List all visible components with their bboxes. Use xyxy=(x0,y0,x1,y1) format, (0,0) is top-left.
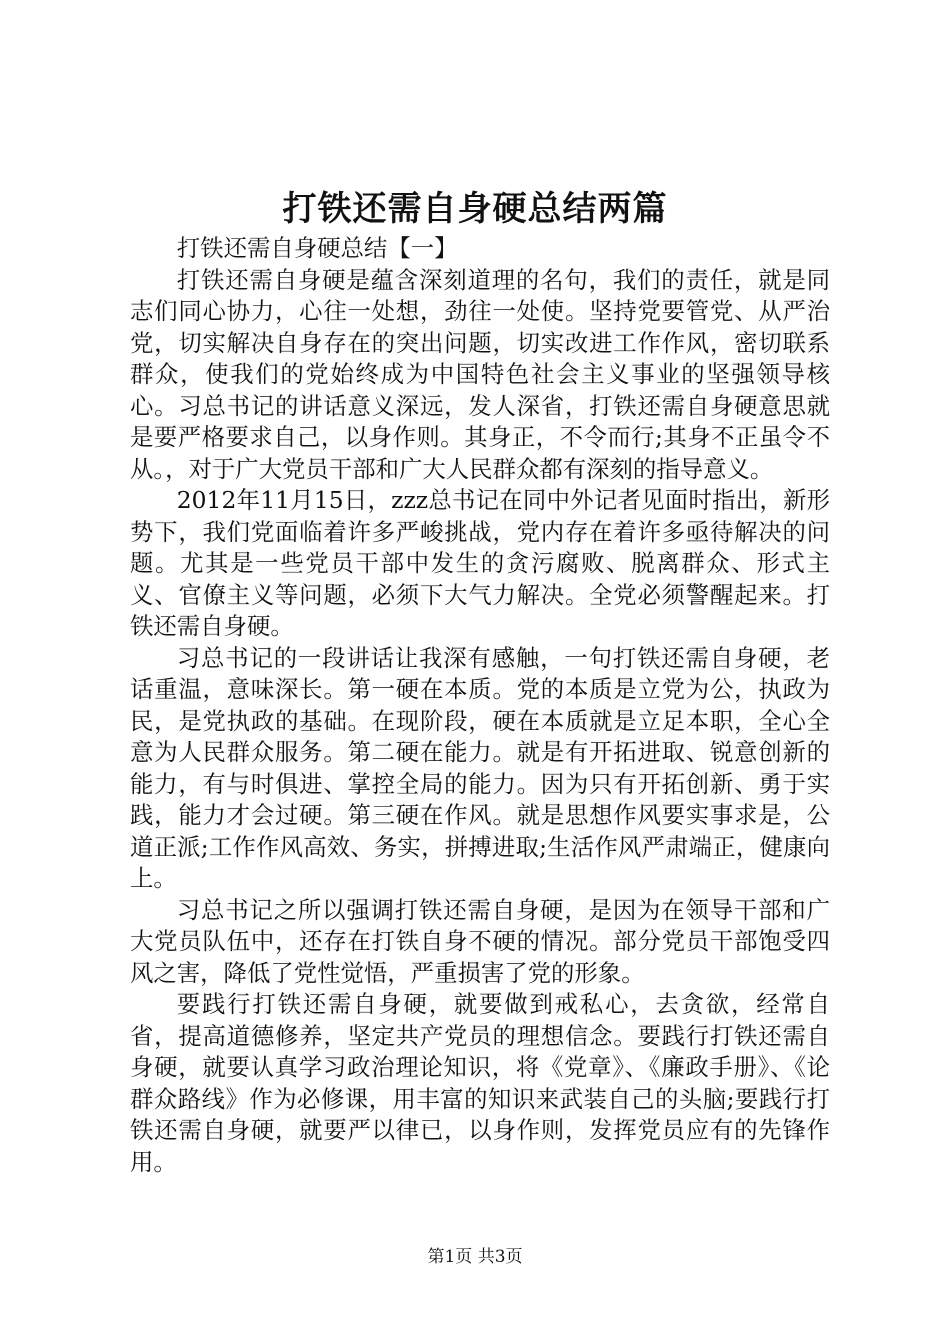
page-number-footer: 第1页 共3页 xyxy=(427,1247,523,1267)
body-paragraph: 要践行打铁还需自身硬，就要做到戒私心，去贪欲，经常自省，提高道德修养，坚定共产党员的理想信念。要践行打铁还需自身硬，就要认真学习政治理论知识，将《党章》、《廉政手册》、《论群众路线》作为必修课，用丰富的知识来武装自己的头脑;要践行打铁还需自身硬，就要严以律已，以身作则，发挥党员应有的先锋作用。 xyxy=(130,990,830,1176)
body-paragraph: 打铁还需自身硬是蕴含深刻道理的名句，我们的责任，就是同志们同心协力，心往一处想，劲往一处使。坚持党要管党、从严治党，切实解决自身存在的突出问题，切实改进工作作风，密切联系群众，使我们的党始终成为中国特色社会主义事业的坚强领导核心。习总书记的讲话意义深远，发人深省，打铁还需自身硬意思就是要严格要求自己，以身作则。其身正，不令而行;其身不正虽令不从。，对于广大党员干部和广大人民群众都有深刻的指导意义。 xyxy=(130,265,830,483)
document-body xyxy=(130,233,830,1178)
body-paragraph: 习总书记之所以强调打铁还需自身硬，是因为在领导干部和广大党员队伍中，还存在打铁自身不硬的情况。部分党员干部饱受四风之害，降低了党性觉悟，严重损害了党的形象。 xyxy=(130,895,830,987)
body-paragraph: 2012年11月15日，zzz总书记在同中外记者见面时指出，新形势下，我们党面临着许多严峻挑战，党内存在着许多亟待解决的问题。尤其是一些党员干部中发生的贪污腐败、脱离群众、形式主义、官僚主义等问题，必须下大气力解决。全党必须警醒起来。打铁还需自身硬。 xyxy=(130,486,830,640)
body-paragraph: 习总书记的一段讲话让我深有感触，一句打铁还需自身硬，老话重温，意味深长。第一硬在本质。党的本质是立党为公，执政为民，是党执政的基础。在现阶段，硬在本质就是立足本职，全心全意为人民群众服务。第二硬在能力。就是有开拓进取、锐意创新的能力，有与时俱进、掌控全局的能力。因为只有开拓创新、勇于实践，能力才会过硬。第三硬在作风。就是思想作风要实事求是，公道正派;工作作风高效、务实，拼搏进取;生活作风严肃端正，健康向上。 xyxy=(130,643,830,892)
section-heading: 打铁还需自身硬总结【一】 xyxy=(176,234,458,262)
document-title: 打铁还需自身硬总结两篇 xyxy=(282,189,668,229)
